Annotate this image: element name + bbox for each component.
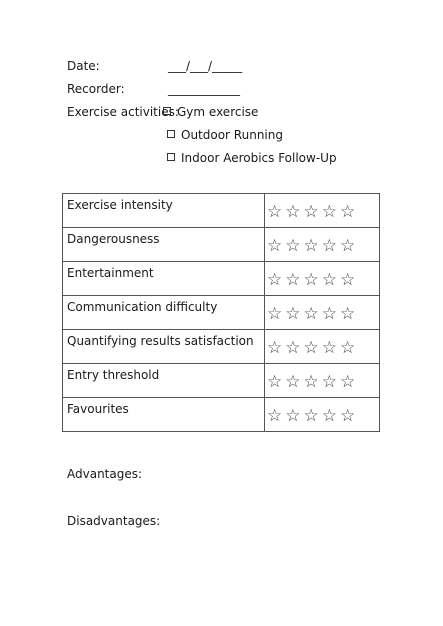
date-label: Date:: [67, 59, 100, 73]
recorder-blank[interactable]: ____________: [168, 82, 240, 96]
rating-table: [62, 193, 380, 432]
star-icon[interactable]: ☆: [267, 202, 283, 222]
star-icon[interactable]: ☆: [267, 406, 283, 426]
star-icon[interactable]: ☆: [321, 202, 337, 222]
rating-row-label: Quantifying results satisfaction: [63, 330, 265, 364]
star-icon[interactable]: ☆: [267, 236, 283, 256]
option-indoor-aerobics[interactable]: [167, 151, 337, 165]
star-rating[interactable]: [265, 398, 380, 432]
star-icon[interactable]: ☆: [267, 372, 283, 392]
star-icon[interactable]: ☆: [285, 270, 301, 290]
activities-label: Exercise activities:: [67, 105, 179, 119]
advantages-label: Advantages:: [67, 467, 143, 481]
rating-row: [63, 228, 380, 262]
rating-row: [63, 296, 380, 330]
star-icon[interactable]: ☆: [340, 270, 356, 290]
star-rating[interactable]: [265, 194, 380, 228]
rating-row-label: Entertainment: [63, 262, 265, 296]
rating-row: [63, 262, 380, 296]
star-icon[interactable]: ☆: [340, 236, 356, 256]
star-icon[interactable]: ☆: [303, 304, 319, 324]
star-icon[interactable]: ☆: [285, 338, 301, 358]
star-rating[interactable]: [265, 364, 380, 398]
star-icon[interactable]: ☆: [285, 406, 301, 426]
star-icon[interactable]: ☆: [267, 304, 283, 324]
star-icon[interactable]: ☆: [303, 338, 319, 358]
star-icon[interactable]: ☆: [303, 270, 319, 290]
star-icon[interactable]: ☆: [321, 304, 337, 324]
star-icon[interactable]: ☆: [340, 372, 356, 392]
star-icon[interactable]: ☆: [303, 406, 319, 426]
rating-row-label: Exercise intensity: [63, 194, 265, 228]
star-icon[interactable]: ☆: [267, 338, 283, 358]
star-icon[interactable]: ☆: [285, 202, 301, 222]
option-label: Outdoor Running: [181, 128, 283, 142]
star-icon[interactable]: ☆: [303, 236, 319, 256]
star-icon[interactable]: ☆: [340, 202, 356, 222]
option-label: Gym exercise: [177, 105, 259, 119]
star-rating[interactable]: [265, 296, 380, 330]
checkbox-icon[interactable]: [167, 153, 175, 161]
checkbox-icon[interactable]: [163, 107, 171, 115]
star-icon[interactable]: ☆: [340, 338, 356, 358]
recorder-label: Recorder:: [67, 82, 125, 96]
star-rating[interactable]: [265, 228, 380, 262]
rating-row-label: Dangerousness: [63, 228, 265, 262]
star-icon[interactable]: ☆: [285, 236, 301, 256]
star-icon[interactable]: ☆: [267, 270, 283, 290]
option-outdoor-running[interactable]: [167, 128, 283, 142]
star-icon[interactable]: ☆: [321, 372, 337, 392]
star-icon[interactable]: ☆: [285, 372, 301, 392]
star-icon[interactable]: ☆: [321, 236, 337, 256]
rating-row-label: Communication difficulty: [63, 296, 265, 330]
date-blank[interactable]: ___/___/_____: [168, 59, 243, 73]
star-icon[interactable]: ☆: [285, 304, 301, 324]
star-rating[interactable]: [265, 330, 380, 364]
star-icon[interactable]: ☆: [340, 406, 356, 426]
star-rating[interactable]: [265, 262, 380, 296]
star-icon[interactable]: ☆: [321, 338, 337, 358]
rating-row: [63, 398, 380, 432]
checkbox-icon[interactable]: [167, 130, 175, 138]
option-label: Indoor Aerobics Follow-Up: [181, 151, 337, 165]
star-icon[interactable]: ☆: [303, 372, 319, 392]
star-icon[interactable]: ☆: [321, 406, 337, 426]
rating-row: [63, 194, 380, 228]
disadvantages-label: Disadvantages:: [67, 514, 161, 528]
rating-row: [63, 330, 380, 364]
star-icon[interactable]: ☆: [321, 270, 337, 290]
rating-row-label: Favourites: [63, 398, 265, 432]
rating-row: [63, 364, 380, 398]
option-gym-exercise[interactable]: [163, 105, 258, 119]
star-icon[interactable]: ☆: [340, 304, 356, 324]
rating-row-label: Entry threshold: [63, 364, 265, 398]
star-icon[interactable]: ☆: [303, 202, 319, 222]
